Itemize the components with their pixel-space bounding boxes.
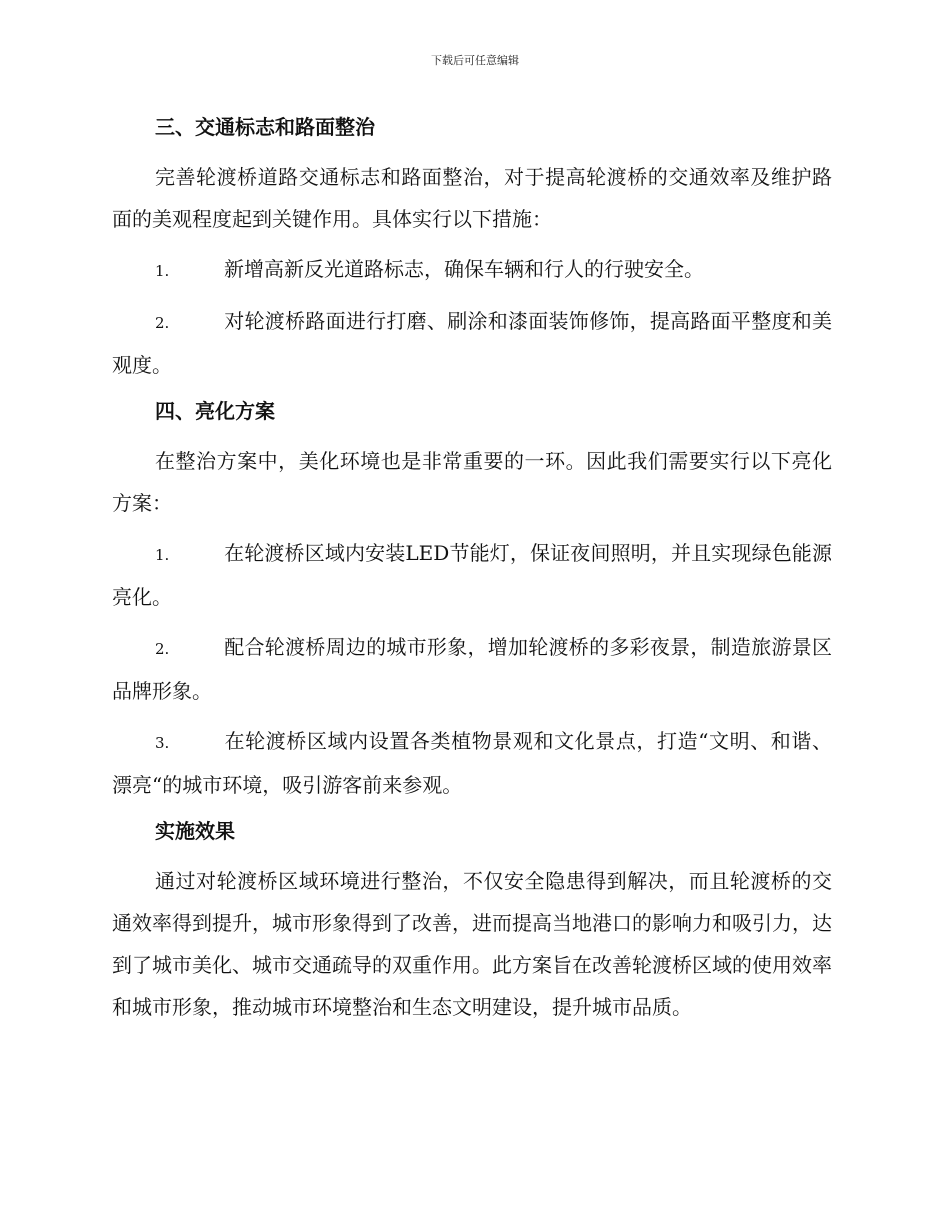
- section-heading-traffic: 三、交通标志和路面整治: [155, 115, 375, 139]
- list-item-number: 1.: [155, 546, 170, 564]
- document-body: [112, 110, 832, 1036]
- section-heading-results: 实施效果: [155, 819, 235, 843]
- list-item: [112, 720, 832, 806]
- list-item-text: 对轮渡桥路面进行打磨、刷涂和漆面装饰修饰，提高路面平整度和美观度。: [112, 309, 832, 377]
- page-header: 下载后可任意编辑: [431, 54, 519, 67]
- section-body-results: 通过对轮渡桥区域环境进行整治，不仅安全隐患得到解决，而且轮渡桥的交通效率得到提升，城市形象得到了改善，进而提高当地港口的影响力和吸引力，达到了城市美化、城市交通疏导的双重作用。此方案旨在改善轮渡桥区域的使用效率和城市形象，推动城市环境整治和生态文明建设，提升城市品质。: [112, 869, 832, 1019]
- section-intro-lighting: 在整治方案中，美化环境也是非常重要的一环。因此我们需要实行以下亮化方案：: [112, 449, 832, 515]
- list-item: [112, 532, 832, 618]
- list-item-number: 2.: [155, 314, 170, 332]
- section-heading-lighting: 四、亮化方案: [155, 399, 275, 423]
- list-item: [112, 300, 832, 386]
- list-item-number: 3.: [155, 734, 170, 752]
- section-intro-traffic: 完善轮渡桥道路交通标志和路面整治，对于提高轮渡桥的交通效率及维护路面的美观程度起到关键作用。具体实行以下措施：: [112, 165, 832, 231]
- list-item-number: 2.: [155, 640, 170, 658]
- list-item-number: 1.: [155, 262, 170, 280]
- list-item: [112, 626, 832, 712]
- list-item-text: 在轮渡桥区域内设置各类植物景观和文化景点，打造“文明、和谐、漂亮“的城市环境，吸引游客前来参观。: [112, 729, 832, 797]
- list-item-text: 配合轮渡桥周边的城市形象，增加轮渡桥的多彩夜景，制造旅游景区品牌形象。: [112, 635, 832, 703]
- list-item-text: 新增高新反光道路标志，确保车辆和行人的行驶安全。: [224, 257, 704, 281]
- list-item: [112, 248, 832, 292]
- list-item-text: 在轮渡桥区域内安装LED节能灯，保证夜间照明，并且实现绿色能源亮化。: [112, 541, 832, 609]
